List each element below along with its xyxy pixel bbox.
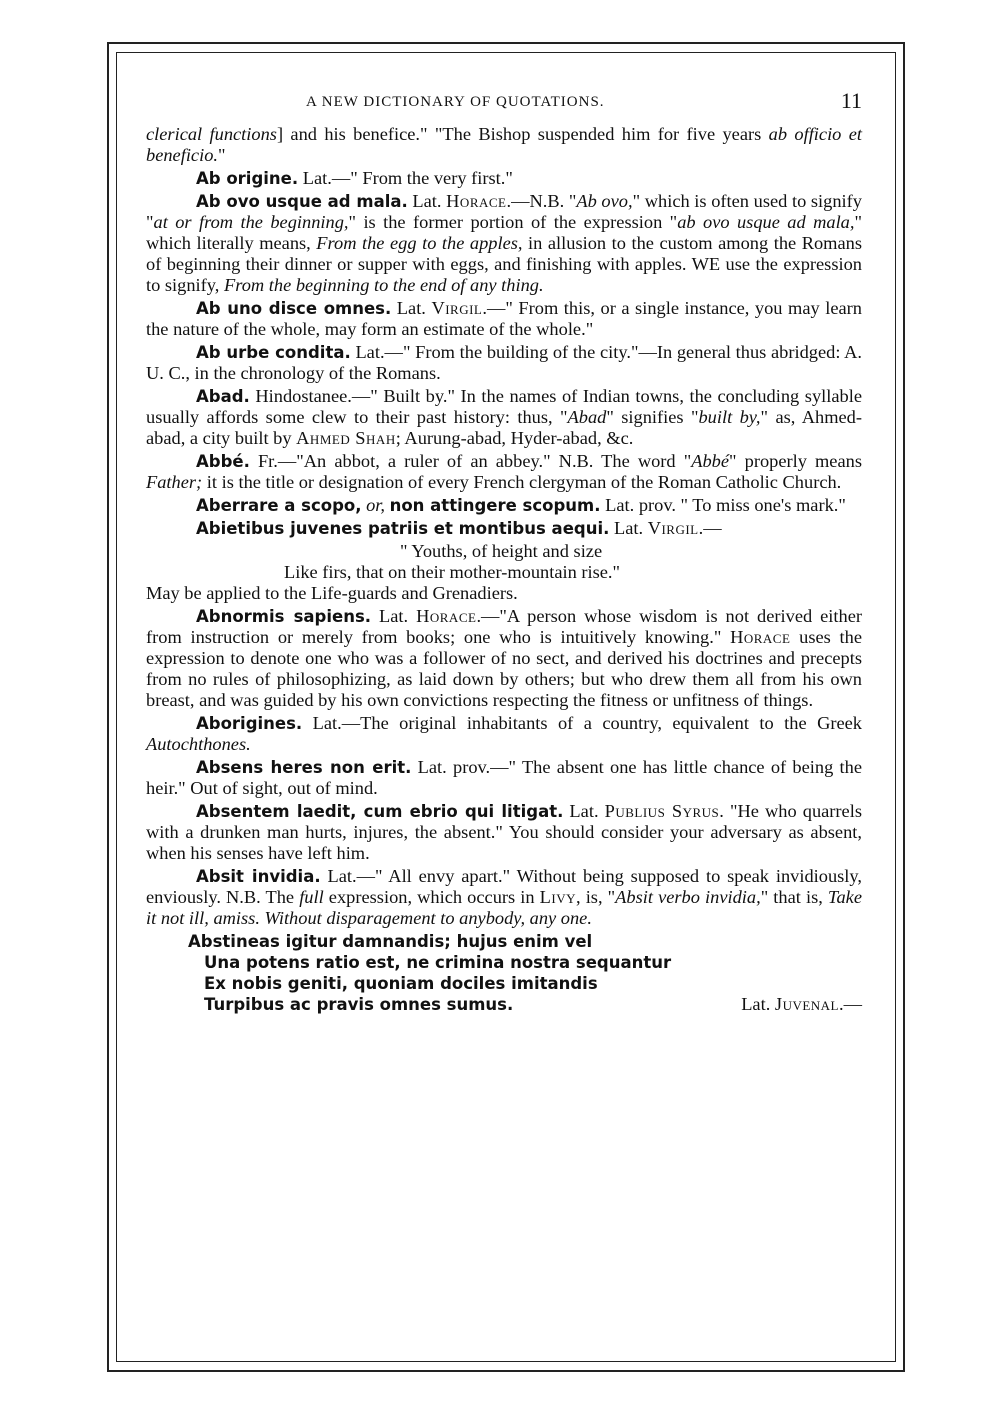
headword: Abnormis sapiens. (196, 607, 372, 626)
page-content (146, 88, 862, 1015)
latin-verse-line: Ex nobis geniti, quoniam dociles imitandis (204, 974, 598, 993)
entry-absit: Absit invidia. Lat.—" All envy apart." Without being supposed to speak invidiously, enviously. N.B. The full expression, which occurs in Livy, is, "Absit verbo invidia," that is, Take it not ill, amiss. Without disparagement to anybody, any one. (146, 866, 863, 928)
entry-note: May be applied to the Life-guards and Grenadiers. (146, 583, 518, 603)
entry-ab-uno: Ab uno disce omnes. Lat. Virgil.—" From this, or a single instance, you may learn the nature of the whole, may form an estimate of the whole." (146, 298, 862, 339)
headword: Ab urbe condita. (196, 343, 351, 362)
headword: Absit invidia. (196, 867, 321, 886)
running-header (146, 88, 862, 124)
page-number: 11 (840, 88, 862, 113)
entry-abad: Abad. Hindostanee.—" Built by." In the names of Indian towns, the concluding syllable usually affords some clew to their past history: thus, "Abad" signifies "built by," as, Ahmed-abad, a city built by Ahmed Shah; Aurung-abad, Hyder-abad, &c. (146, 386, 863, 448)
entry-ab-ovo: Ab ovo usque ad mala. Lat. Horace.—N.B. "Ab ovo," which is often used to signify "at or from the beginning," is the former portion of the expression "ab ovo usque ad mala," which literally means, From the egg to the apples, in allusion to the custom among the Romans of beginning their dinner or supper with eggs, and finishing with apples. WE use the expression to signify, From the beginning to the end of any thing. (146, 191, 862, 295)
entry-absentem: Absentem laedit, cum ebrio qui litigat. Lat. Publius Syrus. "He who quarrels with a drunken man hurts, injures, the absent." You should consider your adversary as absent, when his senses have left him. (146, 801, 862, 863)
entry-continuation: clerical functions] and his benefice." "The Bishop suspended him for five years ab officio et beneficio." (146, 124, 862, 165)
headword: Absentem laedit, cum ebrio qui litigat. (196, 802, 564, 821)
entry-abbe: Abbé. Fr.—"An abbot, a ruler of an abbey." N.B. The word "Abbé" properly means Father; it is the title or designation of every French clergyman of the Roman Catholic Church. (146, 451, 862, 492)
headword: Abietibus juvenes patriis et montibus aequi. (196, 519, 610, 538)
verse-line: Like firs, that on their mother-mountain rise." (284, 562, 621, 582)
entry-ab-urbe: Ab urbe condita. Lat.—" From the building of the city."—In general thus abridged: A. U. C., in the chronology of the Romans. (146, 342, 862, 383)
verse-line: " Youths, of height and size (400, 541, 603, 561)
latin-verse-line-last: Turpibus ac pravis omnes sumus. Lat. Juvenal.— (204, 994, 862, 1014)
headword: Abad. (196, 387, 250, 406)
headword-alt: non attingere scopum. (389, 496, 601, 515)
headword: Ab origine. (196, 169, 299, 188)
headword: Abbé. (196, 452, 250, 471)
headword: Ab uno disce omnes. (196, 299, 392, 318)
entry-abietibus: Abietibus juvenes patriis et montibus aequi. Lat. Virgil.— (196, 518, 722, 538)
entry-abnormis: Abnormis sapiens. Lat. Horace.—"A person whose wisdom is not derived either from instruction or merely from books; one who is intuitively knowing." Horace uses the expression to denote one who was a follower of no sect, and derived his doctrines and precepts from no rules of philosophizing, as laid down by others; but who drew them all from his own breast, and was guided by his own convictions respecting the fitness or unfitness of things. (146, 606, 863, 710)
running-title: A NEW DICTIONARY OF QUOTATIONS. (306, 94, 605, 110)
headword: Absens heres non erit. (196, 758, 412, 777)
headword: Aborigines. (196, 714, 303, 733)
headword: Aberrare a scopo, (196, 496, 362, 515)
latin-verse-line: Una potens ratio est, ne crimina nostra sequantur (204, 953, 672, 972)
headword: Ab ovo usque ad mala. (196, 192, 408, 211)
entry-aberrare: Aberrare a scopo, or, non attingere scopum. Lat. prov. " To miss one's mark." (196, 495, 846, 515)
latin-verse-line: Abstineas igitur damnandis; hujus enim vel (188, 932, 593, 951)
attribution: Lat. Juvenal.— (741, 994, 862, 1014)
entry-ab-origine: Ab origine. Lat.—" From the very first." (196, 168, 513, 188)
entry-aborigines: Aborigines. Lat.—The original inhabitants of a country, equivalent to the Greek Autochthones. (146, 713, 862, 754)
entry-absens: Absens heres non erit. Lat. prov.—" The absent one has little chance of being the heir." Out of sight, out of mind. (146, 757, 862, 798)
